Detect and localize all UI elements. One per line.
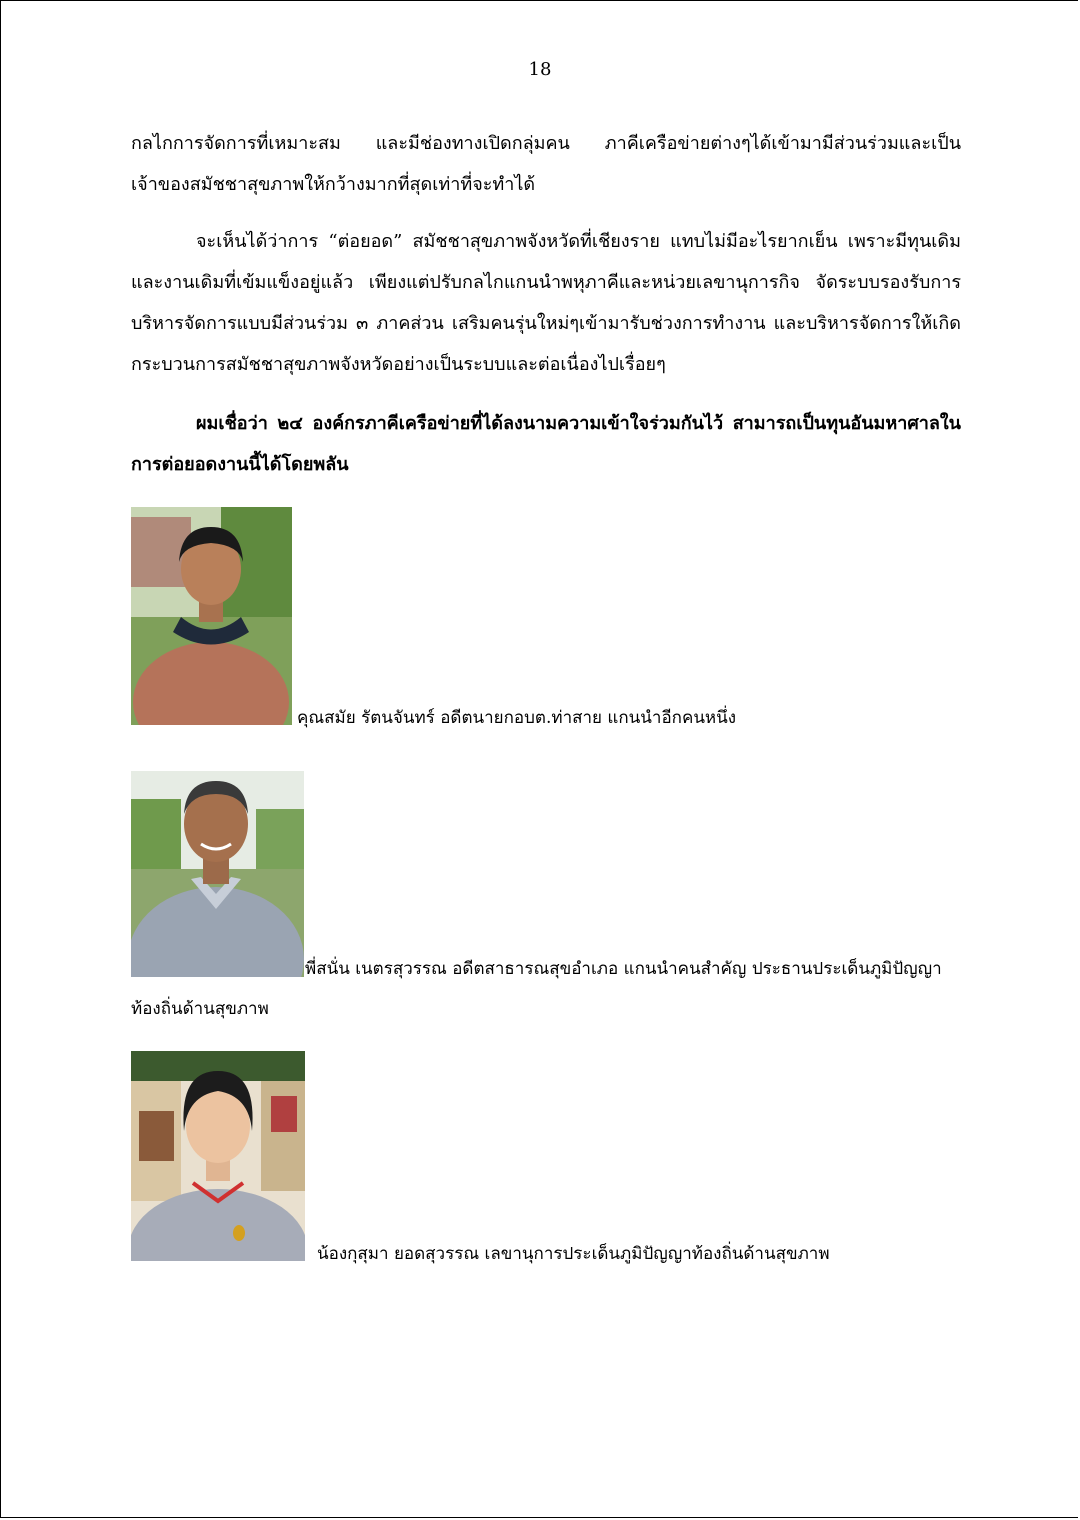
- portrait-photo-3: [131, 1051, 305, 1261]
- caption-2-line-1: [131, 949, 961, 1029]
- paragraph-2: จะเห็นได้ว่าการ “ต่อยอด” สมัชชาสุขภาพจังหวัดที่เชียงราย แทบไม่มีอะไรยากเย็น เพราะมีทุนเดิมและงานเดิมที่เข้มแข็งอยู่แล้ว เพียงแต่ปรับกลไกแกนนำพหุภาคีและหน่วยเลขานุการกิจ จัดระบบรองรับการบริหารจัดการแบบมีส่วนร่วม ๓ ภาคส่วน เสริมคนรุ่นใหม่ๆเข้ามารับช่วงการทำงาน และบริหารจัดการให้เกิดกระบวนการสมัชชาสุขภาพจังหวัดอย่างเป็นระบบและต่อเนื่องไปเรื่อยๆ: [131, 231, 961, 375]
- caption-2: พี่สนั่น เนตรสุวรรณ อดีตสาธารณสุขอำเภอ แกนนำคนสำคัญ ประธานประเด็นภูมิปัญญาท้องถิ่นด้านสุขภาพ: [131, 959, 942, 1019]
- caption-1: คุณสมัย รัตนจันทร์ อดีตนายกอบต.ท่าสาย แกนนำอีกคนหนึ่ง: [297, 708, 737, 728]
- page-number: 18: [528, 59, 552, 80]
- caption-3: น้องกุสุมา ยอดสุวรรณ เลขานุการประเด็นภูมิปัญญาท้องถิ่นด้านสุขภาพ: [317, 1244, 830, 1264]
- paragraph-3: ผมเชื่อว่า ๒๔ องค์กรภาคีเครือข่ายที่ได้ลงนามความเข้าใจร่วมกันไว้ สามารถเป็นทุนอันมหาศาลในการต่อยอดงานนี้ได้โดยพลัน: [131, 413, 961, 475]
- portrait-photo-1: [131, 507, 292, 725]
- paragraph-1: กลไกการจัดการที่เหมาะสม และมีช่องทางเปิดกลุ่มคน ภาคีเครือข่ายต่างๆได้เข้ามามีส่วนร่วมและเป็นเจ้าของสมัชชาสุขภาพให้กว้างมากที่สุดเท่าที่จะทำได้: [131, 133, 961, 195]
- portrait-photo-2: [131, 759, 304, 977]
